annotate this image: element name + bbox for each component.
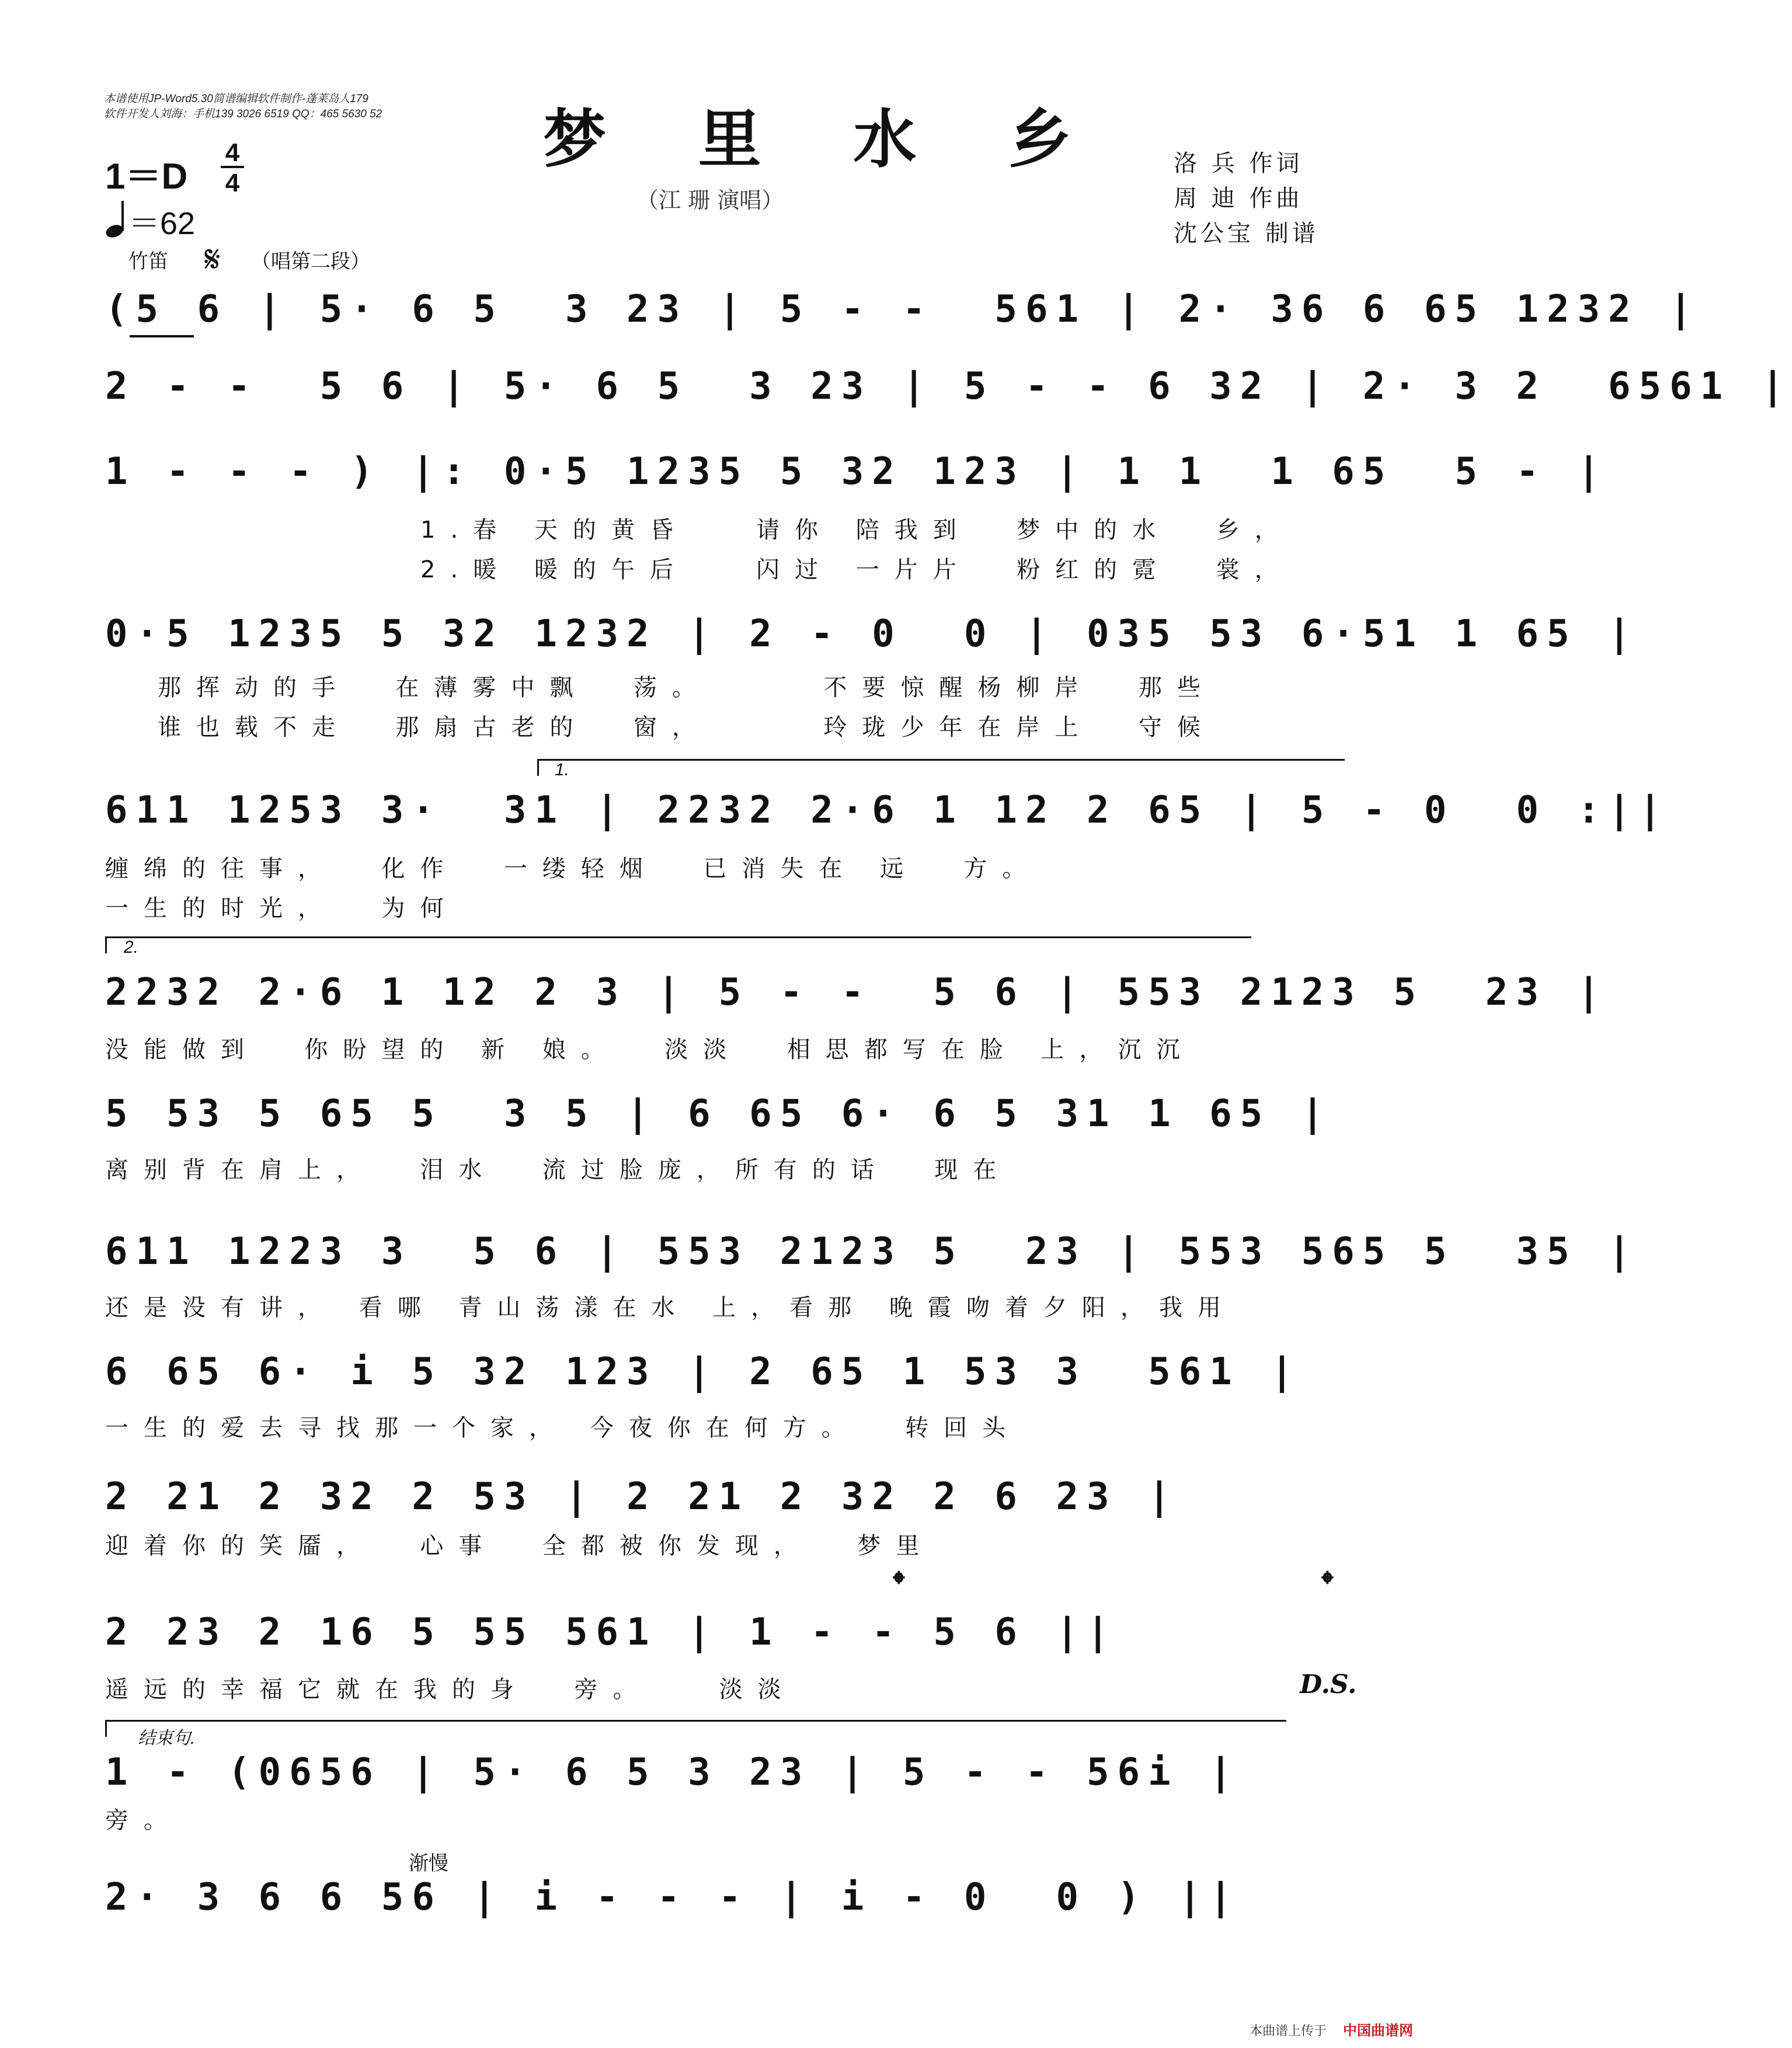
coda-icon: 𝄌: [893, 1565, 904, 1601]
lyrics-line-5-verse2: 一生的时光， 为何: [105, 895, 459, 922]
lyrics-line-4-verse1: 那挥动的手 在薄雾中飘 荡。 不要惊醒杨柳岸 那些: [158, 674, 1216, 701]
score-line-7: 5 53 5 65 5 3 5 | 6 65 6· 6 5 31 1 65 |: [105, 1092, 1332, 1136]
ending-bracket: [105, 1720, 1286, 1737]
volta-2-label: 2.: [124, 938, 139, 957]
lyrics-line-9: 一生的爱去寻找那一个家， 今夜你在何方。 转回头: [105, 1415, 1021, 1441]
site-logo: 中国曲谱网: [1343, 2022, 1413, 2039]
dal-segno-mark: D.S.: [1300, 1670, 1357, 1699]
score-line-8: 611 1223 3 5 6 | 553 2123 5 23 | 553 565 5 35 |: [105, 1230, 1639, 1273]
score-line-11: 2 23 2 16 5 55 561 | 1 - - 5 6 ||: [105, 1611, 1118, 1654]
lyrics-line-10: 迎着你的笑靥， 心事 全都被你发现， 梦里: [105, 1532, 935, 1559]
time-signature-bottom: 4: [225, 169, 240, 197]
score-line-12: 1 - (0656 | 5· 6 5 3 23 | 5 - - 56i |: [105, 1751, 1240, 1794]
sing-second-verse-label: （唱第二段）: [251, 250, 370, 273]
lyrics-line-3-verse1: 1.春 天的黄昏 请你 陪我到 梦中的水 乡，: [420, 517, 1293, 544]
score-line-13: 2· 3 6 6 56 | i - - - | i - 0 0 ) ||: [105, 1876, 1240, 1919]
score-line-2: 2 - - 5 6 | 5· 6 5 3 23 | 5 - - 6 32 | 2· 3 2 6561 |: [105, 365, 1792, 408]
tempo-marking: ＝62: [128, 206, 196, 241]
score-line-10: 2 21 2 32 2 53 | 2 21 2 32 2 6 23 |: [105, 1475, 1179, 1518]
key-signature: 1＝D: [105, 156, 188, 197]
volta-1-label: 1.: [555, 760, 570, 779]
beam-underline: [130, 332, 194, 337]
lyricist-credit: 洛 兵 作词: [1174, 150, 1303, 177]
score-line-3: 1 - - - ) |: 0·5 1235 5 32 123 | 1 1 1 65 5 - |: [105, 450, 1609, 493]
arranger-credit: 沈公宝 制谱: [1174, 220, 1319, 247]
segno-icon: 𝄋: [204, 238, 221, 281]
composer-credit: 周 迪 作曲: [1174, 185, 1303, 212]
score-line-5: 611 1253 3· 31 | 2232 2·6 1 12 2 65 | 5 - 0 0 :||: [105, 789, 1670, 832]
instrument-label: 竹笛: [128, 250, 168, 273]
lyrics-line-4-verse2: 谁也载不走 那扇古老的 窗， 玲珑少年在岸上 守候: [158, 714, 1216, 741]
score-line-6: 2232 2·6 1 12 2 3 | 5 - - 5 6 | 553 2123 5 23 |: [105, 971, 1609, 1014]
score-line-9: 6 65 6· i 5 32 123 | 2 65 1 53 3 561 |: [105, 1350, 1302, 1394]
score-line-1: (5 6 | 5· 6 5 3 23 | 5 - - 561 | 2· 36 6 65 1232 |: [105, 288, 1700, 331]
lyrics-line-5-verse1: 缠绵的往事， 化作 一缕轻烟 已消失在 远 方。: [105, 855, 1041, 882]
score-line-4: 0·5 1235 5 32 1232 | 2 - 0 0 | 035 53 6·51 1 65 |: [105, 612, 1639, 656]
song-title: 梦 里 水 乡: [543, 103, 1106, 176]
volta-bracket-2: [105, 936, 1251, 953]
singer-subtitle: （江 珊 演唱）: [636, 187, 784, 213]
ritardando-marking: 渐慢: [409, 1852, 448, 1875]
lyrics-line-7: 离别背在肩上， 泪水 流过脸庞，所有的话 现在: [105, 1157, 1012, 1183]
volta-bracket-1: [537, 759, 1345, 776]
coda-icon: 𝄌: [1322, 1565, 1333, 1601]
software-credit-line2: 软件开发人刘海：手机139 3026 6519 QQ：465 5630 52: [104, 108, 382, 120]
lyrics-line-11: 遥远的幸福它就在我的身 旁。 淡淡: [105, 1676, 796, 1703]
lyrics-line-3-verse2: 2.暖 暖的午后 闪过 一片片 粉红的霓 裳，: [420, 556, 1293, 583]
lyrics-line-6: 没能做到 你盼望的 新 娘。 淡淡 相思都写在脸 上，沉沉: [105, 1036, 1195, 1063]
lyrics-line-12: 旁。: [105, 1807, 182, 1834]
lyrics-line-8: 还是没有讲， 看哪 青山荡漾在水 上，看那 晚霞吻着夕阳，我用: [105, 1294, 1236, 1321]
software-credit-line1: 本谱使用JP-Word5.30简谱编辑软件制作-蓬莱岛人179: [104, 93, 368, 105]
time-signature-top: 4: [221, 140, 244, 168]
upload-source-text: 本曲谱上传于: [1250, 2024, 1327, 2039]
ending-label: 结束句.: [138, 1729, 196, 1748]
